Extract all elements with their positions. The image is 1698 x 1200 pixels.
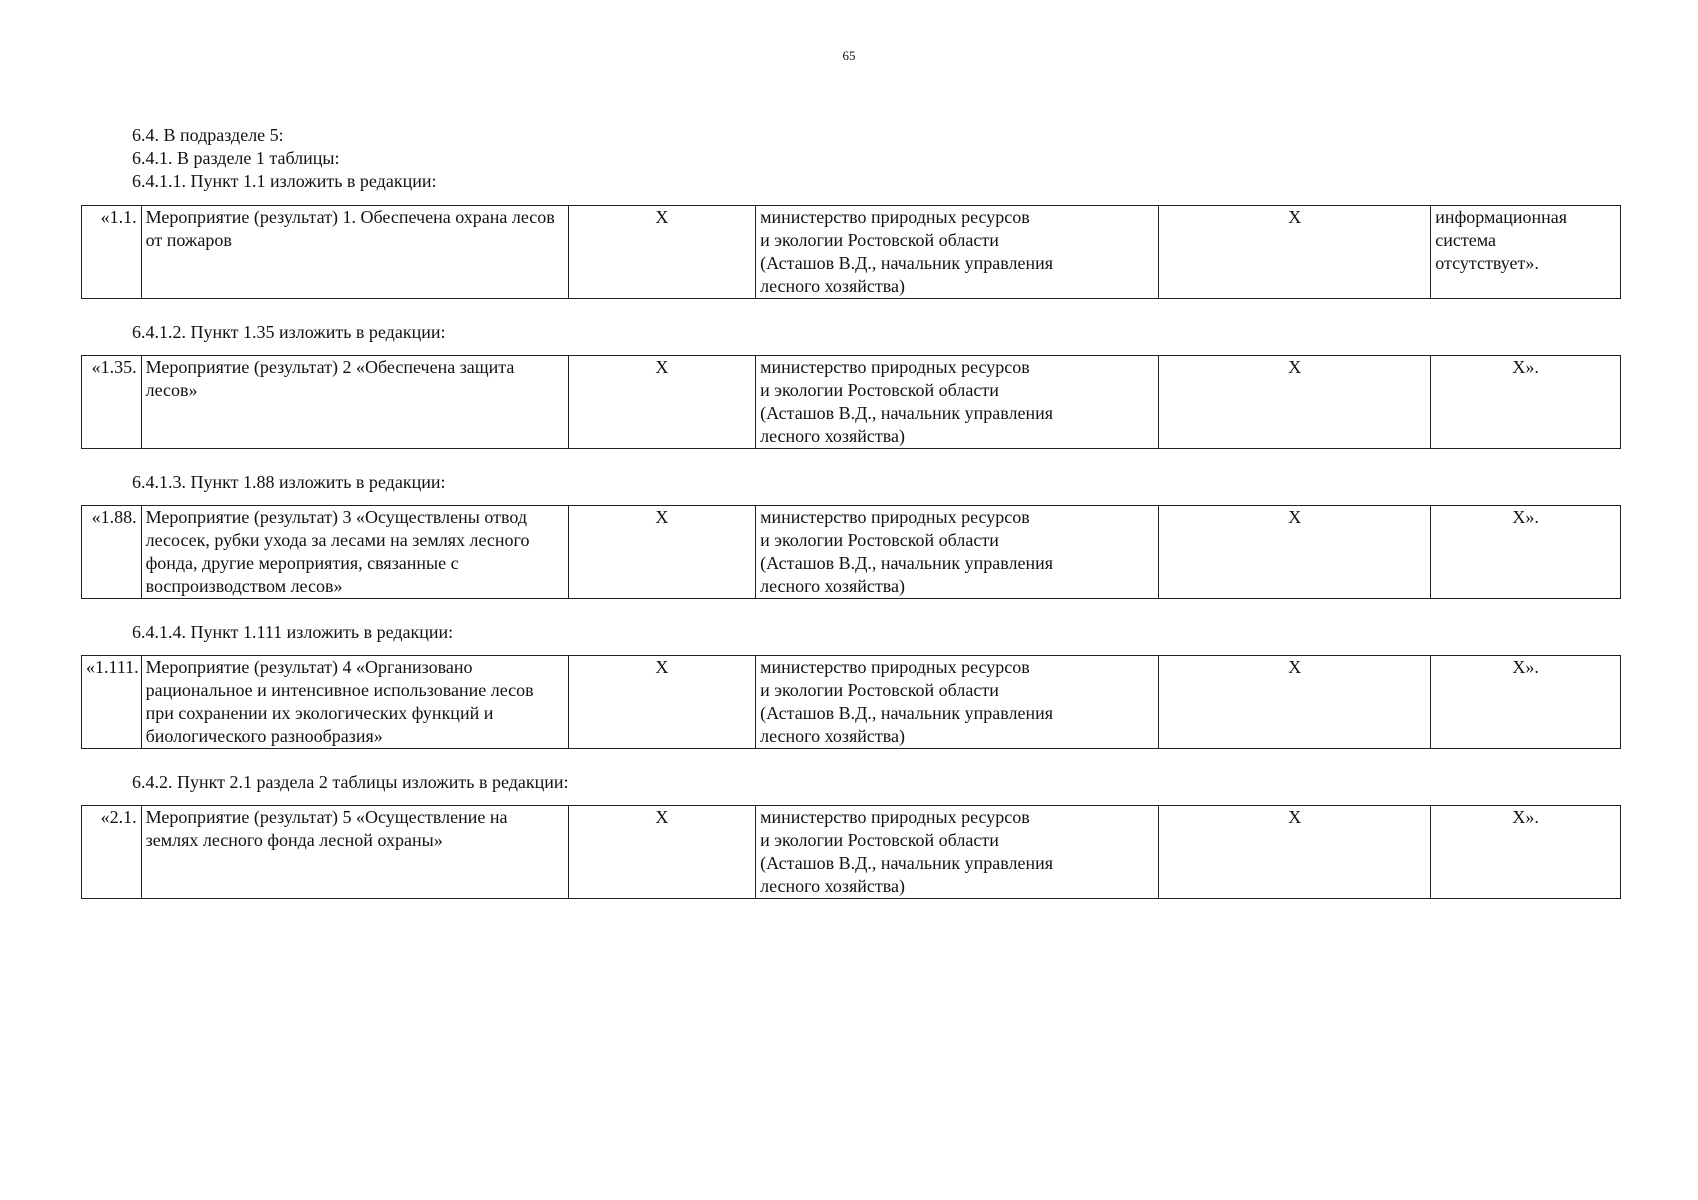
section-heading: 6.4.1.4. Пункт 1.111 изложить в редакции: [132, 622, 454, 642]
info-system-line: Х». [1512, 657, 1539, 677]
x-cell: Х [568, 806, 755, 899]
info-system-cell [1431, 506, 1621, 599]
executor-line: и экологии Ростовской области [760, 380, 999, 400]
table-row [82, 356, 1621, 449]
activity-cell: Мероприятие (результат) 5 «Осуществление на землях лесного фонда лесной охраны» [141, 806, 568, 899]
document-body [81, 124, 1621, 899]
x-cell: Х [568, 206, 755, 299]
amendment-table [81, 355, 1621, 449]
page-number: 65 [842, 48, 856, 63]
activity-cell: Мероприятие (результат) 4 «Организовано рациональное и интенсивное использование лесов при сохранении их экологических функций и биологического разнообразия» [141, 656, 568, 749]
row-number-cell: «1.1. [82, 206, 142, 299]
amendment-table [81, 805, 1621, 899]
table-row [82, 206, 1621, 299]
executor-line: (Асташов В.Д., начальник управления [760, 253, 1054, 273]
amendment-table [81, 655, 1621, 749]
executor-line: министерство природных ресурсов [760, 507, 1030, 527]
executor-line: (Асташов В.Д., начальник управления [760, 703, 1054, 723]
info-system-cell [1431, 356, 1621, 449]
info-system-line: система [1435, 230, 1497, 250]
x-cell: Х [1159, 806, 1431, 899]
row-number-cell: «2.1. [82, 806, 142, 899]
info-system-line: Х». [1512, 357, 1539, 377]
executor-cell [756, 206, 1159, 299]
executor-line: лесного хозяйства) [760, 576, 906, 596]
section-heading: 6.4.2. Пункт 2.1 раздела 2 таблицы изложить в редакции: [132, 772, 569, 792]
executor-cell [756, 806, 1159, 899]
row-number-cell: «1.35. [82, 356, 142, 449]
table-row [82, 806, 1621, 899]
activity-cell: Мероприятие (результат) 2 «Обеспечена защита лесов» [141, 356, 568, 449]
executor-cell [756, 506, 1159, 599]
amendment-table [81, 505, 1621, 599]
executor-line: лесного хозяйства) [760, 726, 906, 746]
info-system-cell [1431, 806, 1621, 899]
row-number-cell: «1.88. [82, 506, 142, 599]
info-system-cell [1431, 206, 1621, 299]
executor-line: лесного хозяйства) [760, 276, 906, 296]
info-system-line: информационная [1435, 207, 1568, 227]
x-cell: Х [1159, 656, 1431, 749]
x-cell: Х [568, 506, 755, 599]
executor-line: и экологии Ростовской области [760, 680, 999, 700]
executor-line: и экологии Ростовской области [760, 830, 999, 850]
x-cell: Х [1159, 356, 1431, 449]
executor-line: министерство природных ресурсов [760, 357, 1030, 377]
executor-cell [756, 356, 1159, 449]
info-system-line: отсутствует». [1435, 253, 1539, 273]
executor-line: и экологии Ростовской области [760, 230, 999, 250]
executor-line: министерство природных ресурсов [760, 807, 1030, 827]
executor-line: министерство природных ресурсов [760, 207, 1030, 227]
info-system-cell [1431, 656, 1621, 749]
sections-container [81, 205, 1621, 899]
executor-cell [756, 656, 1159, 749]
executor-line: и экологии Ростовской области [760, 530, 999, 550]
executor-line: (Асташов В.Д., начальник управления [760, 553, 1054, 573]
x-cell: Х [1159, 206, 1431, 299]
x-cell: Х [568, 656, 755, 749]
section-heading: 6.4.1.3. Пункт 1.88 изложить в редакции: [132, 472, 446, 492]
executor-line: (Асташов В.Д., начальник управления [760, 853, 1054, 873]
section-heading: 6.4.1.2. Пункт 1.35 изложить в редакции: [132, 322, 446, 342]
table-row [82, 656, 1621, 749]
info-system-line: Х». [1512, 507, 1539, 527]
activity-cell: Мероприятие (результат) 3 «Осуществлены отвод лесосек, рубки ухода за лесами на землях лесного фонда, другие мероприятия, связанные с воспроизводством лесов» [141, 506, 568, 599]
intro-line: 6.4.1.1. Пункт 1.1 изложить в редакции: [132, 171, 437, 191]
executor-line: министерство природных ресурсов [760, 657, 1030, 677]
amendment-table [81, 205, 1621, 299]
activity-cell: Мероприятие (результат) 1. Обеспечена охрана лесов от пожаров [141, 206, 568, 299]
x-cell: Х [568, 356, 755, 449]
intro-block [81, 124, 1621, 193]
table-row [82, 506, 1621, 599]
row-number-cell: «1.111. [82, 656, 142, 749]
x-cell: Х [1159, 506, 1431, 599]
info-system-line: Х». [1512, 807, 1539, 827]
executor-line: лесного хозяйства) [760, 876, 906, 896]
intro-line: 6.4.1. В разделе 1 таблицы: [132, 148, 340, 168]
executor-line: (Асташов В.Д., начальник управления [760, 403, 1054, 423]
intro-line: 6.4. В подразделе 5: [132, 125, 284, 145]
executor-line: лесного хозяйства) [760, 426, 906, 446]
